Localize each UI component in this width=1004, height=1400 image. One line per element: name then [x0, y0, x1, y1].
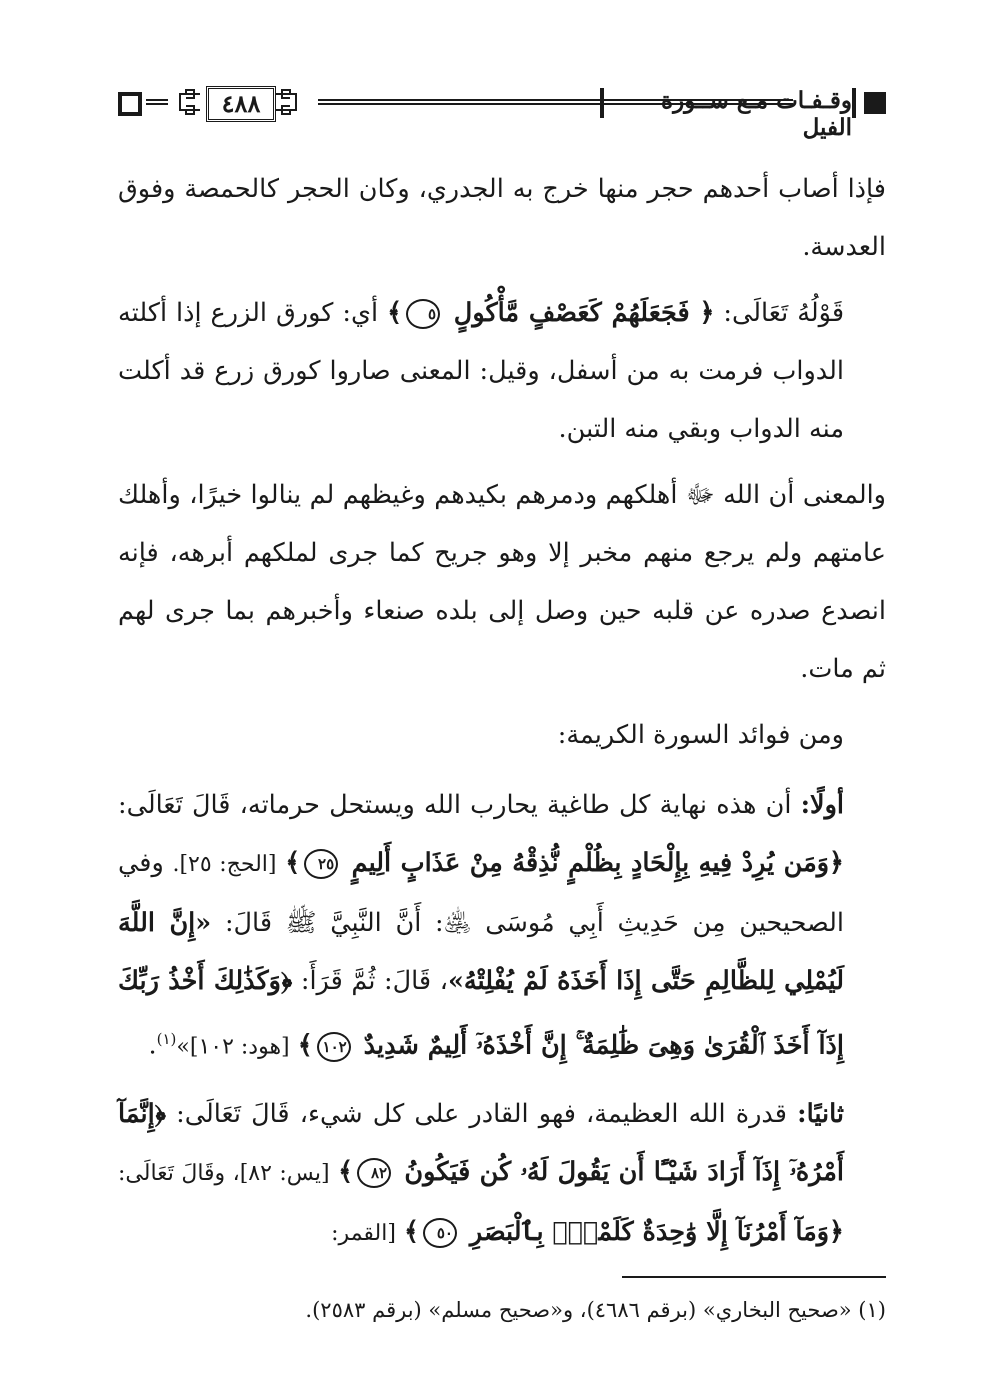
verse-close-bracket: ﴾ [285, 848, 301, 878]
frame-ornament-right-icon [274, 88, 304, 116]
quran-verse: ﴿إِنَّمَآ أَمْرُهُۥٓ إِذَآ أَرَادَ شَيْـًٔا أَن يَقُولَ لَهُۥ كُن فَيَكُونُ [118, 1098, 845, 1187]
body-text: أن هذه نهاية كل طاغية يحارب الله ويستحل حرماته، قَالَ تَعَالَى: [118, 790, 792, 820]
footnote [118, 1292, 886, 1328]
quran-verse: ﴿ فَجَعَلَهُمْ كَعَصْفٍ مَّأْكُولٍ [444, 298, 715, 328]
point-label: ثانيًا: [797, 1098, 845, 1129]
body-text: والمعنى أن الله ﷻ أهلكهم ودمرهم بكيدهم وغيظهم لم ينالوا خيرًا، وأهلك عامتهم ولم يرجع منهم مخبر إلا وهو جريح كما جرى لملكهم أبرهه، فإنه انصدع صدره عن قلبه حين وصل إلى بلده صنعاء وأخبرهم بما جرى لهم ثم مات. [118, 480, 886, 684]
body-text: وفي الصحيحين مِن حَدِيثِ أَبِي مُوسَى ﵁: أَنَّ النَّبِيَّ ﷺ قَالَ: [118, 848, 844, 938]
verse-close-bracket: ﴾ [297, 1030, 313, 1061]
verse-close-bracket: ﴾ [404, 1216, 419, 1247]
section-intro: ومن فوائد السورة الكريمة: [557, 720, 844, 750]
paragraph [118, 466, 886, 698]
body-text: فإذا أصاب أحدهم حجر منها خرج به الجدري، وكان الحجر كالحمصة وفوق العدسة. [118, 174, 886, 262]
verse-reference: [الحج: ٢٥]. [172, 852, 277, 877]
quran-verse: ﴿وَمَآ أَمْرُنَآ إِلَّا وَٰحِدَةٌ كَلَمْحٍۭ بِٱلْبَصَرِ [461, 1216, 844, 1247]
verse-reference: [يس: ٨٢]، وقَالَ تَعَالَى: [118, 1160, 330, 1186]
hadith-text: «إِنَّ اللَّهَ لَيُمْلِي لِلظَّالِمِ حَتَّى إِذَا أَخَذَهُ لَمْ يُفْلِتْهُ» [118, 908, 844, 996]
point-label: أولًا: [800, 790, 844, 820]
page-number: ٤٨٨ [206, 86, 276, 122]
quran-verse: ﴿وَمَن يُرِدْ فِيهِ بِإِلْحَادٍ بِظُلْمٍ نُّذِقْهُ مِنْ عَذَابٍ أَلِيمٍ [342, 848, 845, 878]
ayah-number: ٥ [406, 299, 440, 329]
frame-ornament-left-icon [172, 88, 202, 116]
paragraph [118, 284, 886, 458]
header-separator [600, 88, 604, 118]
paragraph [118, 160, 886, 276]
verse-reference: [القمر: [331, 1220, 396, 1246]
ayah-number: ٥٠ [423, 1218, 457, 1248]
paragraph [118, 1085, 886, 1263]
footnote-marker[interactable]: (١) [156, 1030, 177, 1048]
header-separator [852, 88, 856, 118]
body-text: ، قَالَ: ثُمَّ قَرَأَ: [300, 966, 448, 996]
running-title: وقـفـات مـع ســورة الفيل [661, 87, 852, 141]
paragraph [118, 706, 886, 764]
paragraph: أولًا: أن هذه نهاية كل طاغية يحارب الله ويستحل حرماته، قَالَ تَعَالَى: ﴿وَمَن يُرِدْ فِيهِ بِإِلْحَادٍ بِظُلْمٍ نُّذِقْهُ مِنْ عَذَابٍ أَلِيمٍ ٢٥﴾ [الحج: ٢٥]. وفي الصحيحين مِن حَدِيثِ أَبِي مُوسَى ﵁: أَنَّ النَّبِيَّ ﷺ قَالَ: «إِنَّ اللَّهَ لَيُمْلِي لِلظَّالِمِ حَتَّى إِذَا أَخَذَهُ لَمْ يُفْلِتْهُ»، قَالَ: ثُمَّ قَرَأَ: ﴿وَكَذَٰلِكَ أَخْذُ رَبِّكَ إِذَآ أَخَذَ ٱلْقُرَىٰ وَهِىَ ظَٰلِمَةٌ ۚ إِنَّ أَخْذَهُۥٓ أَلِيمٌ شَدِيدٌ ١٠٢﴾ [هود: ١٠٢]»$^{(١)}$. [118, 790, 845, 1061]
body-text: قَوْلُهُ تَعَالَى: [723, 298, 845, 328]
footnote-separator [622, 1276, 886, 1278]
body-text: أي: كورق الزرع إذا أكلته الدواب فرمت به من أسفل، وقيل: المعنى صاروا كورق زرع قد أكلت منه الدواب وبقي منه التبن. [118, 298, 844, 444]
verse-close-bracket: ﴾ [338, 1156, 354, 1187]
quran-verse: ﴿وَكَذَٰلِكَ أَخْذُ رَبِّكَ إِذَآ أَخَذَ ٱلْقُرَىٰ وَهِىَ ظَٰلِمَةٌ ۚ إِنَّ أَخْذَهُۥٓ أَلِيمٌ شَدِيدٌ [118, 966, 844, 1061]
ayah-number: ٨٢ [357, 1158, 391, 1188]
verse-reference: [هود: ١٠٢]» [176, 1034, 290, 1060]
page-header [118, 82, 886, 141]
ayah-number: ٢٥ [304, 849, 338, 879]
page-body [118, 160, 886, 1271]
footnote-text: (١) «صحيح البخاري» (برقم ٤٦٨٦)، و«صحيح مسلم» (برقم ٢٥٨٣). [305, 1298, 886, 1322]
page-number-frame [168, 82, 308, 122]
header-hollow-square [118, 92, 142, 116]
body-text: قدرة الله العظيمة، فهو القادر على كل شيء، قَالَ تَعَالَى: [176, 1098, 787, 1129]
ayah-number: ١٠٢ [317, 1032, 351, 1062]
header-filled-square [864, 92, 886, 114]
header-rule-left [146, 99, 168, 105]
verse-close-bracket: ﴾ [387, 298, 403, 328]
